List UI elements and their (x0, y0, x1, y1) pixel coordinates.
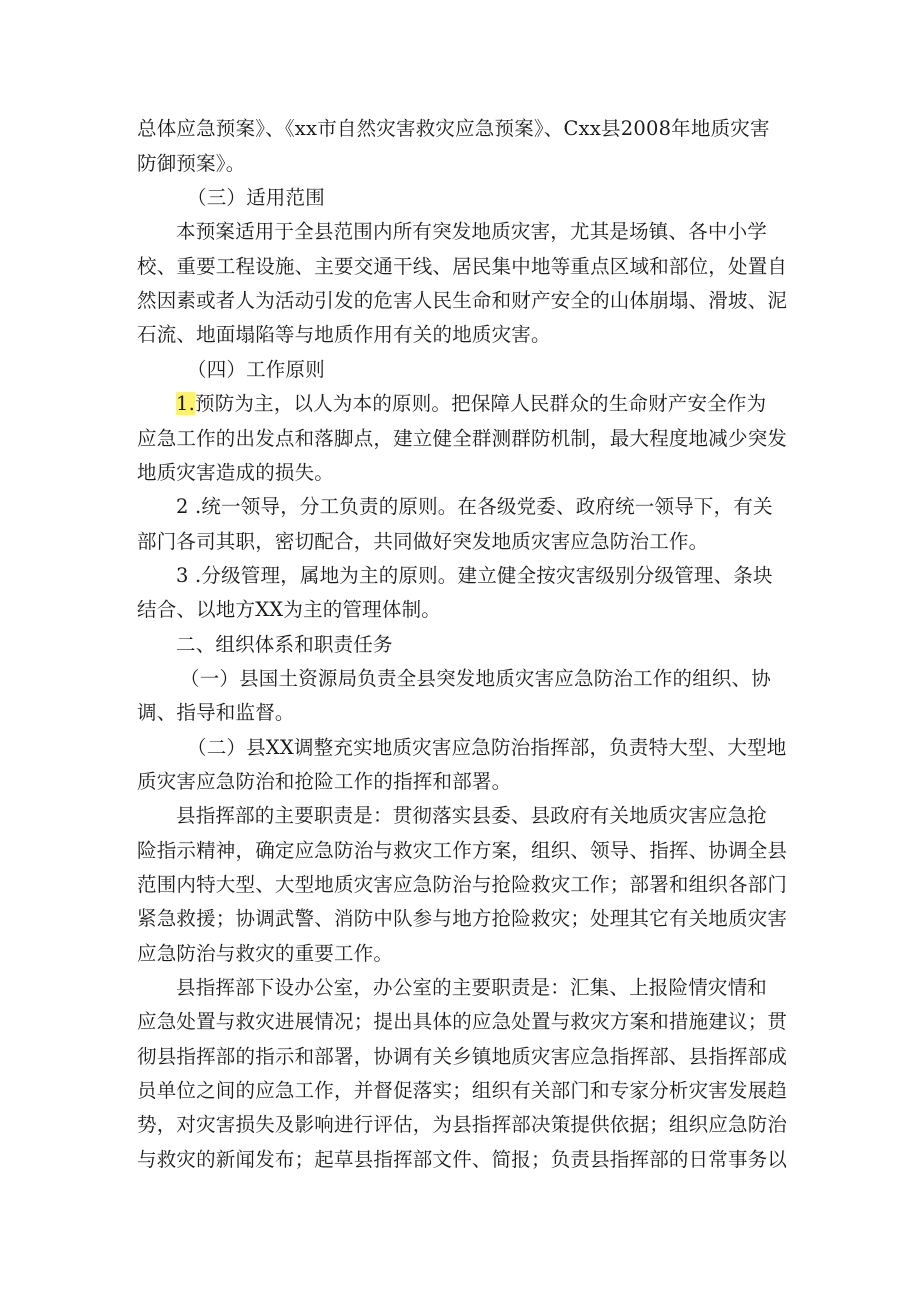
paragraph-start: 2 .统一领导，分工负责的原则。在各级党委、政府统一领导下，有关 (176, 495, 773, 518)
text-line: 防御预案》。 (137, 152, 246, 175)
paragraph-start: 县指挥部的主要职责是：贯彻落实县委、县政府有关地质灾害应急抢 (176, 804, 768, 827)
text-span: 预防为主，以人为本的原则。把保障人民群众的生命财产安全作为 (195, 392, 767, 415)
text-line: 势，对灾害损失及影响进行评估，为县指挥部决策提供依据；组织应急防治 (137, 1113, 788, 1136)
text-line: 员单位之间的应急工作，并督促落实；组织有关部门和专家分析灾害发展趋 (137, 1079, 788, 1102)
paragraph-start: （二）县XX调整充实地质灾害应急防治指挥部，负责特大型、大型地 (187, 736, 787, 759)
text-line: 紧急救援；协调武警、消防中队参与地方抢险救灾；处理其它有关地质灾害 (137, 907, 788, 930)
section-heading: 二、组织体系和职责任务 (176, 633, 393, 656)
paragraph-start: （一）县国土资源局负责全县突发地质灾害应急防治工作的组织、协 (180, 667, 772, 690)
text-line: 质灾害应急防治和抢险工作的指挥和部署。 (137, 770, 512, 793)
section-heading: （三）适用范围 (187, 186, 325, 209)
text-line: 然因素或者人为活动引发的危害人民生命和财产安全的山体崩塌、滑坡、泥 (137, 289, 788, 312)
text-line: 险指示精神，确定应急防治与救灾工作方案，组织、领导、指挥、协调全县 (137, 839, 788, 862)
text-line: 校、重要工程设施、主要交通干线、居民集中地等重点区域和部位，处置自 (137, 255, 788, 278)
paragraph-start: 县指挥部下设办公室，办公室的主要职责是：汇集、上报险情灾情和 (176, 976, 768, 999)
text-line: 范围内特大型、大型地质灾害应急防治与抢险救灾工作；部署和组织各部门 (137, 873, 788, 896)
text-line: 应急防治与救灾的重要工作。 (137, 942, 394, 965)
section-heading: （四）工作原则 (187, 358, 325, 381)
paragraph-start: 3 .分级管理，属地为主的原则。建立健全按灾害级别分级管理、条块 (176, 564, 773, 587)
text-line: 调、指导和监督。 (137, 701, 295, 724)
text-line: 部门各司其职，密切配合，共同做好突发地质灾害应急防治工作。 (137, 530, 709, 553)
text-line: 彻县指挥部的指示和部署，协调有关乡镇地质灾害应急指挥部、县指挥部成 (137, 1045, 788, 1068)
text-line: 地质灾害造成的损失。 (137, 461, 335, 484)
highlighted-number: 1. (176, 392, 196, 415)
text-line: 应急处置与救灾进展情况；提出具体的应急处置与救灾方案和措施建议；贯 (137, 1010, 788, 1033)
text-line: 石流、地面塌陷等与地质作用有关的地质灾害。 (137, 323, 551, 346)
text-line: 总体应急预案》、《xx市自然灾害救灾应急预案》、Cxx县2008年地质灾害 (137, 117, 770, 140)
text-line: 与救灾的新闻发布；起草县指挥部文件、简报；负责县指挥部的日常事务以 (137, 1148, 788, 1171)
text-line: 结合、以地方XX为主的管理体制。 (137, 598, 441, 621)
paragraph-start: 本预案适用于全县范围内所有突发地质灾害，尤其是场镇、各中小学 (176, 220, 768, 243)
paragraph-start (176, 392, 766, 416)
text-line: 应急工作的出发点和落脚点，建立健全群测群防机制，最大程度地减少突发 (137, 427, 788, 450)
